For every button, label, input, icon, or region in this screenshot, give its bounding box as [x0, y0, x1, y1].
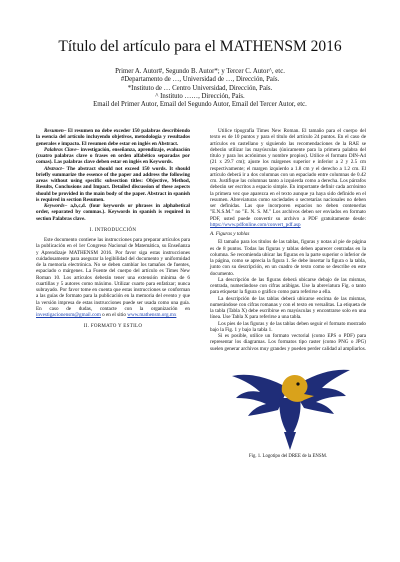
keywords-text: a,b,c,d. (four keywords or phrases in alphabetical order, separated by commas.). Keywords in spanish is required in section Palabras clave.	[36, 203, 190, 222]
abstract-text: The abstract should not exceed 150 words. It should briefly summarize the essence of the paper and address the following areas without using specific subsection titles: Objective, Method, Results, Conclusions and Impact. Detailed discussion of these aspects should be provided in the main body of the paper. Abstract in spanish is required in section Resumen.	[36, 165, 190, 203]
contact-email-link[interactable]: investigacionensm@gmail.com	[36, 312, 101, 318]
section-heading-formato: II. FORMATO Y ESTILO	[83, 324, 143, 330]
right-column	[210, 128, 366, 460]
keywords-label: Keywords–	[44, 203, 68, 209]
resumen-paragraph	[36, 128, 190, 147]
left-column	[36, 128, 190, 334]
figure-1	[210, 358, 366, 452]
palabras-clave-label: Palabras Clave–	[44, 146, 80, 153]
or-site-text: o en el sitio	[100, 312, 126, 318]
figuras-paragraph-1: El tamaño para los títulos de las tablas, figuras y notas al pie de página es de 8 puntos. Todas las figuras y tablas deben aparecer centradas en la columna. Se recomienda ubicar las figuras en la parte superior o inferior de la página, como se aprecia la figura 1. Se debe insertar la figura o la tabla, junto con su descripción, en un cuadro de texto como se describe en este documento.	[210, 239, 366, 277]
abstract-label: Abstract–	[44, 165, 65, 172]
figuras-paragraph-3: La descripción de las tablas deberá ubicarse encima de las mismas, numerándose con cifras romanas y con el texto en versalitas. La etiqueta de la tabla (Tabla X) debe escribirse en mayúsculas y encontrarse solo en una línea. Use Tabla X para referirse a una tabla.	[210, 295, 366, 321]
affiliation-3: ^ Instituto ……, Dirección, País.	[155, 92, 245, 100]
affiliation-2: *Instituto de … Centro Universidad, Dirección, País.	[127, 84, 273, 92]
pdf-converter-link[interactable]: https://www.pdfonline.com/convert_pdf.asp	[210, 221, 301, 228]
author-names: Primer A. Autor#, Segundo B. Autor*; y Tercer C. Autor^, etc.	[115, 68, 285, 75]
palabras-clave-text: investigación, enseñanza, aprendizaje, evaluación (cuatro palabras clave o frases en orden alfabético separadas por comas). Las palabras clave deben estar en inglés en Keywords.	[36, 146, 190, 166]
figuras-paragraph-5: Si es posible, utilice un formato vectorial (como EPS o PDF) para representar los diagramas. Los formatos tipo raster (como PNG o JPG) suelen generar archivos muy grandes y pueden perder calidad al ampliarlos.	[210, 333, 367, 352]
figure-1-caption: Fig. 1. Logotipo del DREE de la ENSM.	[248, 453, 328, 459]
keywords-paragraph	[36, 203, 190, 222]
affiliation-1: #Departamento de …, Universidad de …, Dirección, País.	[120, 76, 280, 84]
section-heading-introduccion: I. INTRODUCCIÓN	[89, 227, 137, 233]
eagle-logo-icon	[210, 358, 366, 452]
introduccion-text: Este documento contiene las instrucciones para preparar artículos para la publicación en el 1er Congreso Nacional de Matemática, su Enseñanza y Aprendizaje MATHENSM 2016. Por favor siga estas instrucciones cuidadosamente para asegurar la legibilidad del documento y uniformidad de la memoria electrónica. No se deben cambiar los tamaños de fuentes, espaciado o márgenes. La Fuente del cuerpo del artículo es Times New Roman 10. Los artículos deberán tener una extensión mínima de 6 cuartillas y 5 autores como máximo. Utilizar cuarto para enfatizar; nunca subrayado. Por favor tome en cuenta que estas instrucciones se conforman a las guías de formato para la publicación en la memoria del evento y que la versión impresa de estas instrucciones puede ser usada como una guía. En caso de dudas, contacte con la organización en	[36, 237, 190, 312]
resumen-label: Resumen–	[44, 128, 67, 134]
introduccion-paragraph	[36, 237, 190, 318]
paper-title: Título del artículo para el MATHENSM 2016	[58, 38, 342, 55]
formato-text: Utilice tipografía Times New Roman. El tamaño para el cuerpo del texto es de 10 puntos y para el título del artículo 24 puntos. En el caso de artículos en castellano y siguiendo las recomendaciones de la RAE se deberán utilizar las mayúsculas (únicamente para la primera palabra del título y para los acrónimos y nombre propios). Utilice el formato DIN-A4 (21 x 29.7 cm); ajuste los márgenes superior e inferior a 2 y 2.5 cm respectivamente; el margen izquierdo a 1.8 cm y el derecho a 1.2 cm. El artículo deberá ir a dos columnas con un espaciado entre columnas de 0.42 cm. Justifique las columnas tanto a izquierda como a derecha. Los párrafos deberán ser escritos a espacio simple. En importante definir cada acrónimo la primera vez que aparezca en el texto aunque ya haya sido definido en el resumen. Abreviaturas como sociedades o secretarías nacionales no deben ser definidas. Las que incorporen espacios no deben contenerlas "E.N.S.M." no "E. N. S. M." Los archivos deben ser enviados en formato PDF, usted puede convertir su archivo a PDF gratuitamente desde:	[210, 128, 366, 222]
author-block	[0, 68, 400, 109]
abstract-paragraph	[36, 166, 190, 204]
resumen-text: El resumen no debe exceder 150 palabras describiendo la esencia del artículo incluyendo objetivos, metodología y resultados generales e impacto. El resumen debe estar en inglés en Abstract.	[36, 128, 190, 147]
subsection-heading-figuras: A. Figuras y tablas	[210, 231, 250, 237]
formato-paragraph	[210, 128, 366, 228]
figuras-paragraph-2: La descripción de las figuras deberá ubicarse debajo de las mismas, centrada, numerándose con cifras arábigas. Use la abreviatura Fig. o tanto para etiquetar la figura o gráfico como para referirse a ella.	[210, 276, 366, 296]
website-link[interactable]: www.mathensm.org.mx	[127, 312, 177, 318]
palabras-clave-paragraph	[36, 147, 190, 166]
figuras-paragraph-4: Los pies de las figuras y de las tablas deben seguir el formato mostrado bajo la Fig. 1 y bajo la tabla 1.	[210, 320, 366, 333]
author-emails: Email del Primer Autor, Email del Segundo Autor, Email del Tercer Autor, etc.	[93, 101, 307, 109]
